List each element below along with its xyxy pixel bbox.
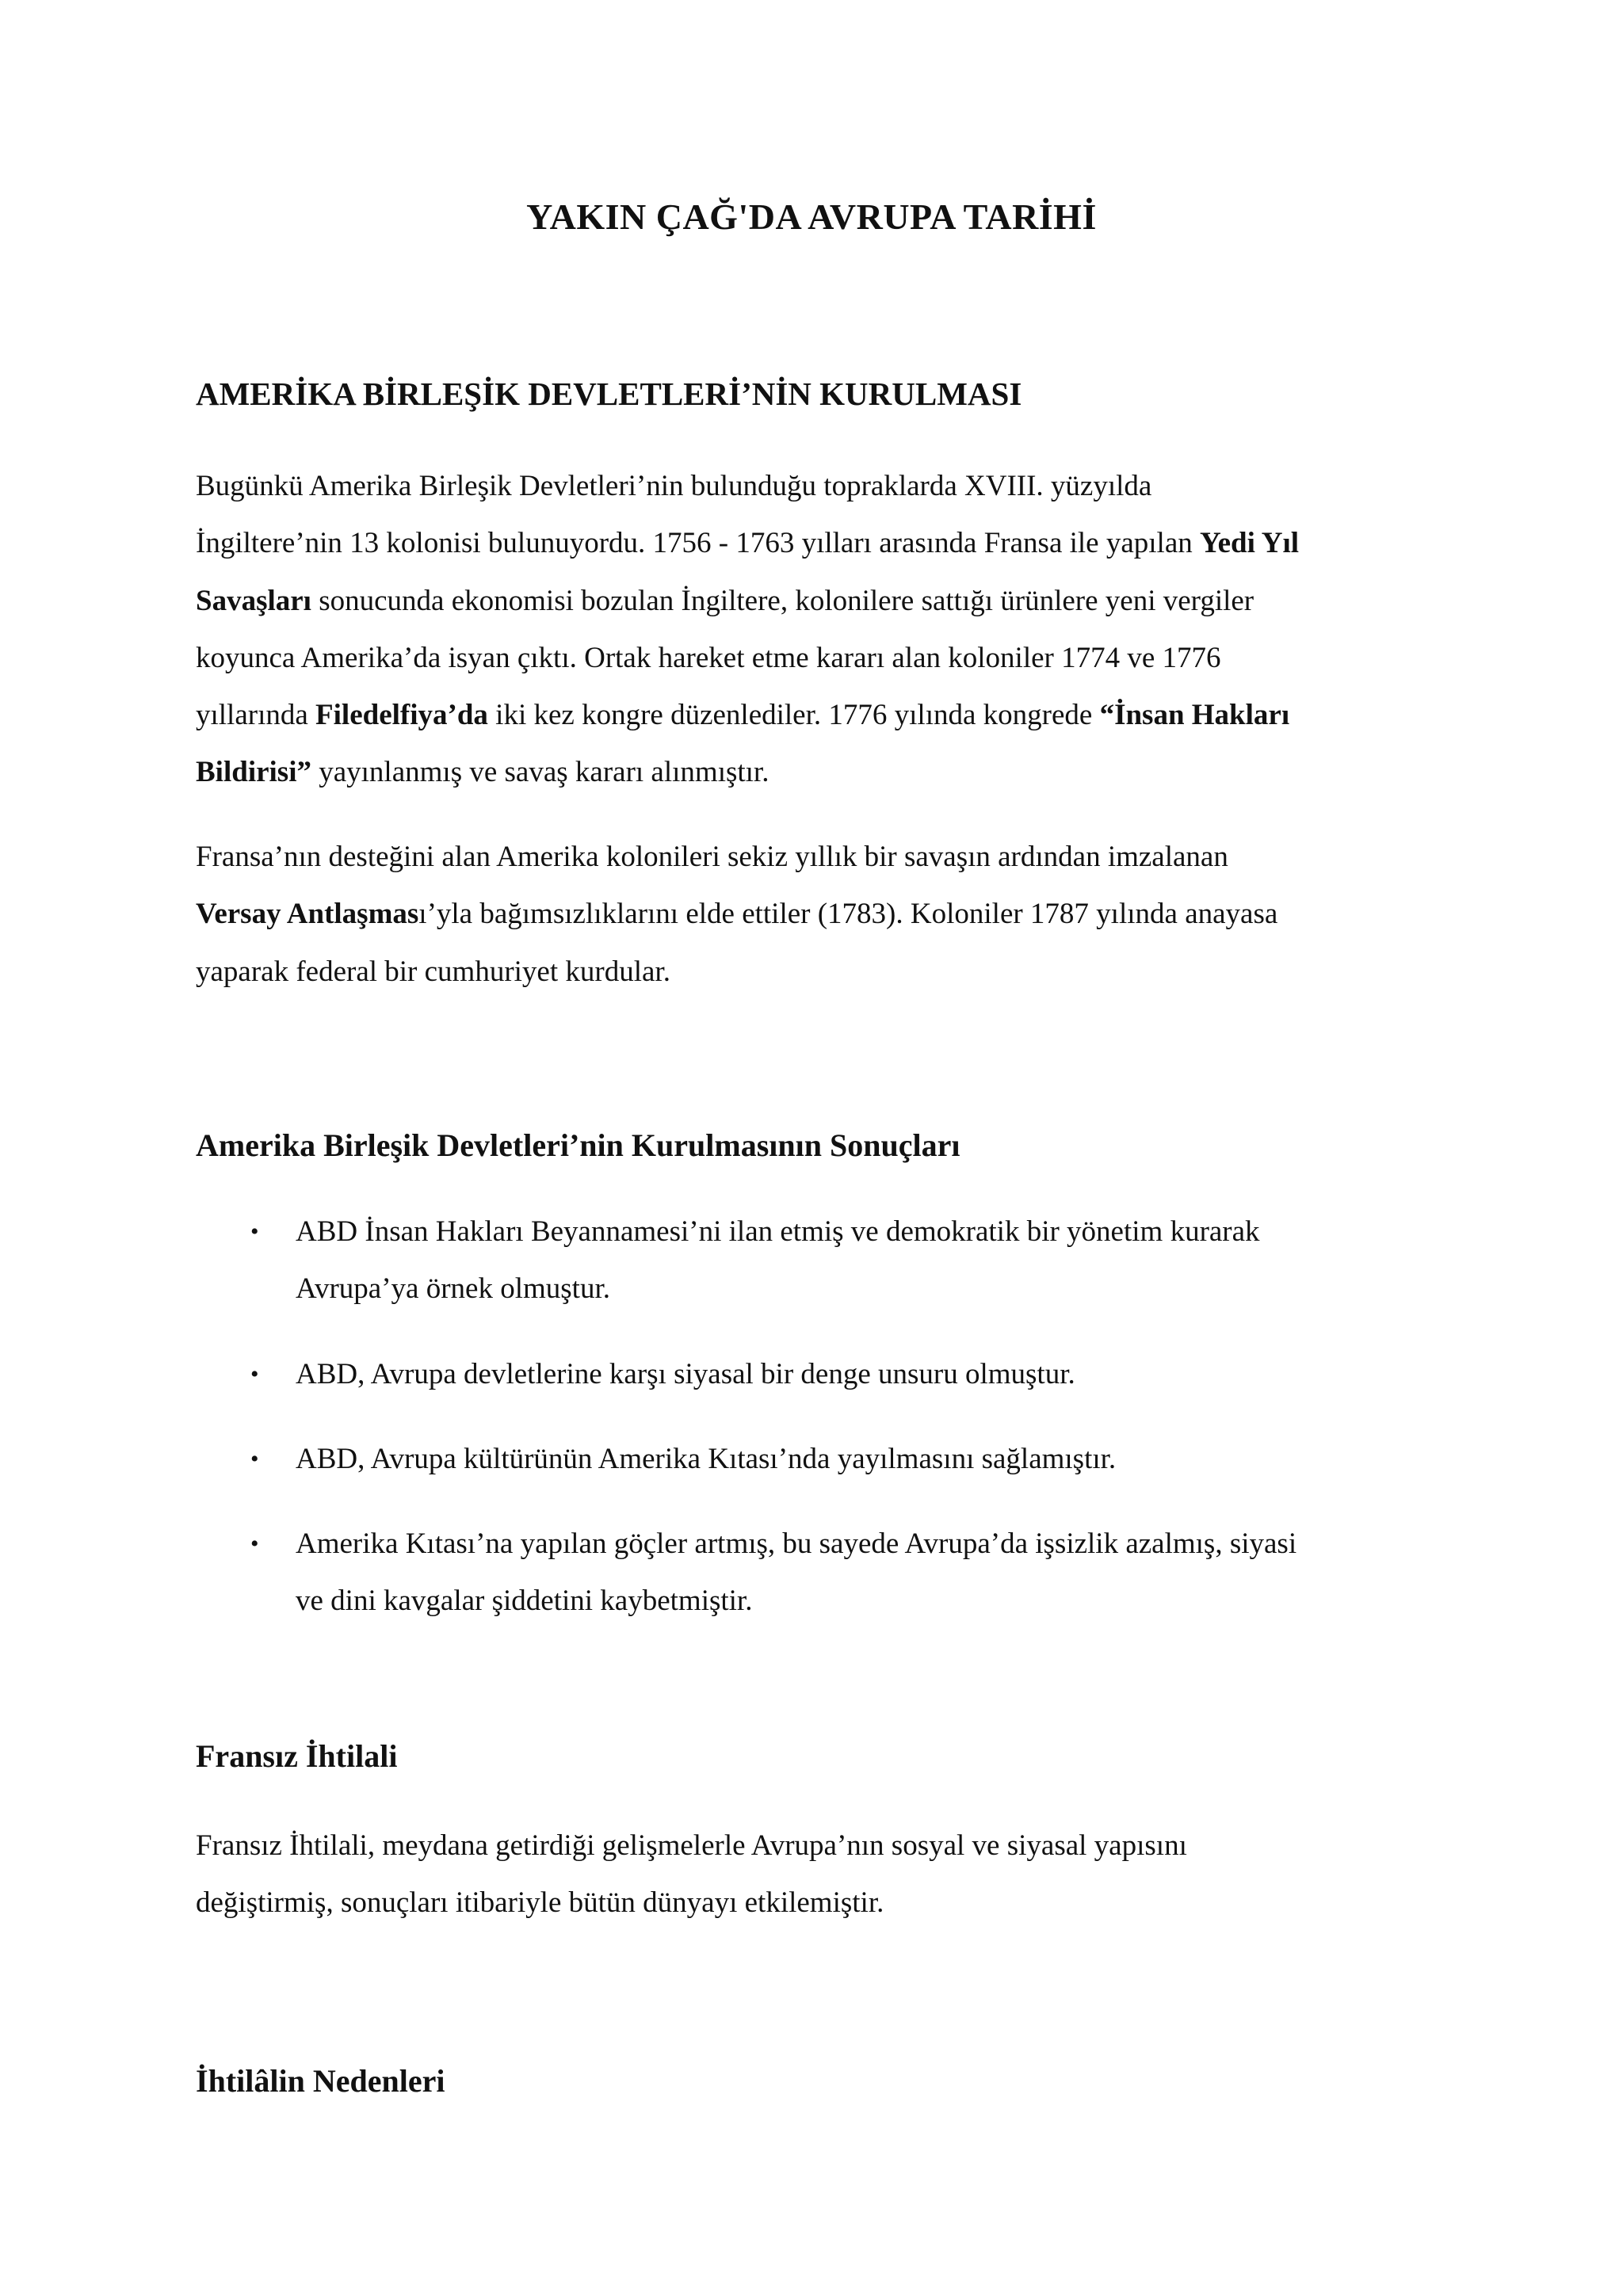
bold-text-run: Bildirisi” [196, 756, 311, 788]
paragraph-line: Fransa’nın desteğini alan Amerika kolonileri sekiz yıllık bir savaşın ardından imzalanan [196, 841, 1228, 873]
paragraph-line: değiştirmiş, sonuçları itibariyle bütün dünyayı etkilemiştir. [196, 1886, 884, 1919]
paragraph-line: Bugünkü Amerika Birleşik Devletleri’nin bulunduğu topraklarda XVIII. yüzyılda [196, 470, 1152, 502]
bullet-icon: • [250, 1219, 259, 1245]
list-item-line: ABD, Avrupa devletlerine karşı siyasal bir denge unsuru olmuştur. [296, 1358, 1075, 1390]
paragraph-line: Fransız İhtilali, meydana getirdiği gelişmelerle Avrupa’nın sosyal ve siyasal yapısını [196, 1829, 1187, 1862]
bold-text-run: Versay Antlaşmas [196, 898, 419, 930]
bold-text-run: “İnsan Hakları [1099, 699, 1290, 731]
text-run: iki kez kongre düzenlediler. 1776 yılında kongrede [487, 699, 1100, 731]
document-title: YAKIN ÇAĞ'DA AVRUPA TARİHİ [526, 196, 1097, 237]
list-item-line: ABD İnsan Hakları Beyannamesi’ni ilan etmiş ve demokratik bir yönetim kurarak [296, 1215, 1260, 1248]
paragraph-line [196, 582, 1254, 620]
section-heading-ihtilal-nedenleri: İhtilâlin Nedenleri [196, 2063, 445, 2099]
bullet-icon: • [250, 1531, 259, 1557]
paragraph-line: yaparak federal bir cumhuriyet kurdular. [196, 955, 670, 988]
text-run: İngiltere’nin 13 kolonisi bulunuyordu. 1756 - 1763 yılları arasında Fransa ile yapılan [196, 527, 1200, 559]
section-heading-fransiz-ihtilali: Fransız İhtilali [196, 1738, 398, 1774]
list-item-line: Amerika Kıtası’na yapılan göçler artmış, bu sayede Avrupa’da işsizlik azalmış, siyasi [296, 1527, 1297, 1560]
bold-text-run: Savaşları [196, 585, 311, 617]
bullet-icon: • [250, 1446, 259, 1472]
text-run: yıllarında [196, 699, 316, 731]
bold-text-run: Yedi Yıl [1200, 527, 1300, 559]
list-item-line: Avrupa’ya örnek olmuştur. [296, 1272, 610, 1305]
paragraph-line [196, 524, 1299, 563]
text-run: ı’yla bağımsızlıklarını elde ettiler (1783). Koloniler 1787 yılında anayasa [418, 898, 1278, 930]
list-item-line: ve dini kavgalar şiddetini kaybetmiştir. [296, 1585, 753, 1617]
section-heading-abd-sonuclari: Amerika Birleşik Devletleri’nin Kurulmasının Sonuçları [196, 1127, 960, 1163]
section-heading-abd-kurulmasi: AMERİKA BİRLEŞİK DEVLETLERİ’NİN KURULMASI [196, 376, 1022, 412]
text-run: yayınlanmış ve savaş kararı alınmıştır. [311, 756, 769, 788]
paragraph-line: koyunca Amerika’da isyan çıktı. Ortak hareket etme kararı alan koloniler 1774 ve 1776 [196, 642, 1221, 674]
paragraph-line [196, 753, 769, 791]
list-item-line: ABD, Avrupa kültürünün Amerika Kıtası’nda yayılmasını sağlamıştır. [296, 1443, 1117, 1475]
paragraph-line [196, 696, 1289, 734]
bold-text-run: Filedelfiya’da [315, 699, 488, 731]
bullet-icon: • [250, 1361, 259, 1387]
text-run: sonucunda ekonomisi bozulan İngiltere, kolonilere sattığı ürünlere yeni vergiler [311, 585, 1254, 617]
paragraph-line [196, 895, 1277, 933]
